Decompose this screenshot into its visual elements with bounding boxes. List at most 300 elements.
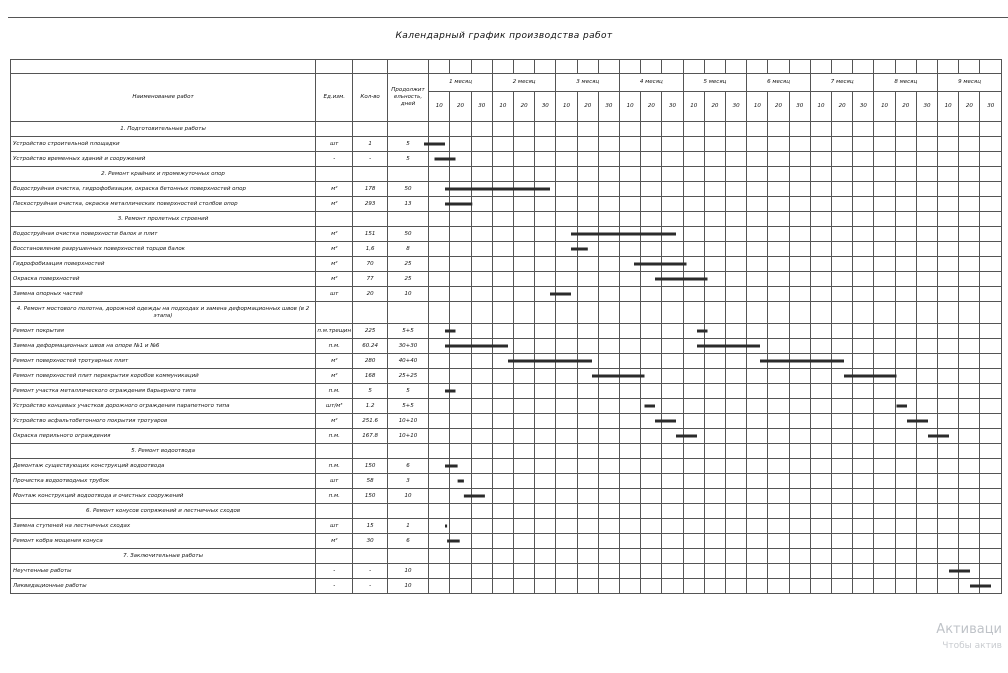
day-cell [683,429,704,444]
day-cell [853,474,874,489]
day-cell [535,444,556,459]
day-cell [620,369,641,384]
day-cell [598,122,619,137]
day-cell [747,444,768,459]
day-cell [662,182,683,197]
day-cell [704,414,725,429]
day-cell [492,272,513,287]
day-cell [492,152,513,167]
header-blank-cell [514,60,535,74]
day-cell [916,137,937,152]
day-cell [704,242,725,257]
day-cell [598,429,619,444]
day-cell [577,324,598,339]
day-cell [514,384,535,399]
section-row [11,504,1002,519]
day-cell [641,242,662,257]
header-month: 6 месяц [747,74,811,92]
work-duration: 5+5 [387,399,428,414]
day-cell [768,459,789,474]
day-cell [853,287,874,302]
day-cell [556,549,577,564]
work-unit: м² [316,354,353,369]
day-cell [662,369,683,384]
day-cell [916,122,937,137]
day-cell [598,444,619,459]
day-cell [662,414,683,429]
header-day: 20 [704,92,725,122]
day-cell [450,579,471,594]
day-cell [641,152,662,167]
work-unit: - [316,152,353,167]
day-cell [492,534,513,549]
day-cell [938,212,959,227]
day-cell [620,287,641,302]
day-cell [916,504,937,519]
day-cell [980,339,1002,354]
work-unit: м² [316,182,353,197]
day-cell [810,182,831,197]
day-cell [598,324,619,339]
day-cell [598,384,619,399]
day-cell [832,122,853,137]
day-cell [832,197,853,212]
day-cell [598,399,619,414]
day-cell [429,227,450,242]
day-cell [662,429,683,444]
header-blank-cell [353,60,387,74]
day-cell [938,122,959,137]
day-cell [514,549,535,564]
day-cell [768,474,789,489]
day-cell [556,167,577,182]
day-cell [916,489,937,504]
work-row [11,287,1002,302]
day-cell [874,459,895,474]
work-unit: - [316,579,353,594]
work-duration: 8 [387,242,428,257]
day-cell [620,444,641,459]
work-unit: м² [316,257,353,272]
work-quantity: 225 [353,324,387,339]
day-cell [726,549,747,564]
day-cell [768,369,789,384]
day-cell [450,489,471,504]
work-unit: п.м.трещин [316,324,353,339]
day-cell [704,369,725,384]
header-blank-cell [556,60,577,74]
day-cell [895,564,916,579]
day-cell [938,227,959,242]
day-cell [789,474,810,489]
work-duration: 5 [387,152,428,167]
day-cell [895,429,916,444]
header-day: 20 [959,92,980,122]
day-cell [768,414,789,429]
day-cell [598,212,619,227]
day-cell [747,212,768,227]
day-cell [683,354,704,369]
day-cell [429,287,450,302]
day-cell [471,369,492,384]
day-cell [598,414,619,429]
day-cell [747,534,768,549]
day-cell [853,444,874,459]
day-cell [853,212,874,227]
day-cell [768,212,789,227]
day-cell [641,384,662,399]
day-cell [980,549,1002,564]
day-cell [683,579,704,594]
day-cell [810,272,831,287]
day-cell [704,182,725,197]
blank-cell [387,444,428,459]
day-cell [471,122,492,137]
day-cell [429,384,450,399]
day-cell [726,197,747,212]
work-row [11,242,1002,257]
day-cell [662,122,683,137]
work-name: Ремонт кобра мощения конуса [11,534,316,549]
day-cell [959,564,980,579]
day-cell [980,354,1002,369]
day-cell [704,197,725,212]
day-cell [895,227,916,242]
section-row [11,122,1002,137]
day-cell [810,534,831,549]
work-row [11,384,1002,399]
day-cell [514,212,535,227]
day-cell [535,399,556,414]
day-cell [577,152,598,167]
header-day: 30 [980,92,1002,122]
header-blank-cell [620,60,641,74]
day-cell [895,489,916,504]
day-cell [980,564,1002,579]
day-cell [535,302,556,324]
day-cell [980,227,1002,242]
blank-cell [353,302,387,324]
day-cell [980,399,1002,414]
work-unit: п.м. [316,384,353,399]
day-cell [514,339,535,354]
day-cell [450,287,471,302]
day-cell [959,369,980,384]
day-cell [874,504,895,519]
blank-cell [353,504,387,519]
work-row [11,519,1002,534]
work-row [11,197,1002,212]
day-cell [938,384,959,399]
work-row [11,459,1002,474]
day-cell [726,474,747,489]
work-duration: 10 [387,489,428,504]
day-cell [874,137,895,152]
day-cell [683,324,704,339]
day-cell [492,354,513,369]
blank-cell [353,167,387,182]
day-cell [980,122,1002,137]
day-cell [620,429,641,444]
day-cell [471,384,492,399]
day-cell [789,197,810,212]
header-month: 5 месяц [683,74,747,92]
day-cell [832,182,853,197]
work-quantity: 1,6 [353,242,387,257]
day-cell [726,369,747,384]
day-cell [683,242,704,257]
day-cell [726,564,747,579]
day-cell [620,137,641,152]
day-cell [959,227,980,242]
day-cell [895,399,916,414]
day-cell [959,459,980,474]
day-cell [662,549,683,564]
work-name: Водоструйная очистка поверхности балок и плит [11,227,316,242]
day-cell [810,579,831,594]
day-cell [980,429,1002,444]
work-name: Ликвидационные работы [11,579,316,594]
day-cell [959,339,980,354]
day-cell [916,339,937,354]
day-cell [874,474,895,489]
day-cell [980,414,1002,429]
day-cell [704,459,725,474]
day-cell [641,564,662,579]
day-cell [704,354,725,369]
day-cell [768,257,789,272]
day-cell [450,137,471,152]
day-cell [832,227,853,242]
day-cell [832,564,853,579]
header-blank-cell [11,60,316,74]
day-cell [556,257,577,272]
day-cell [471,212,492,227]
day-cell [620,212,641,227]
day-cell [683,534,704,549]
day-cell [895,549,916,564]
day-cell [471,182,492,197]
blank-cell [387,167,428,182]
day-cell [429,182,450,197]
day-cell [832,489,853,504]
day-cell [980,197,1002,212]
day-cell [429,414,450,429]
day-cell [980,519,1002,534]
day-cell [959,212,980,227]
day-cell [980,152,1002,167]
day-cell [620,459,641,474]
day-cell [768,489,789,504]
day-cell [471,534,492,549]
schedule-table [10,59,1002,594]
day-cell [641,519,662,534]
day-cell [577,459,598,474]
day-cell [810,549,831,564]
day-cell [429,459,450,474]
day-cell [662,444,683,459]
day-cell [810,339,831,354]
day-cell [620,504,641,519]
day-cell [514,459,535,474]
day-cell [535,197,556,212]
day-cell [810,242,831,257]
day-cell [556,504,577,519]
header-day: 30 [598,92,619,122]
page-title: Календарный график производства работ [395,31,613,41]
day-cell [704,549,725,564]
day-cell [620,339,641,354]
day-cell [959,504,980,519]
day-cell [704,167,725,182]
day-cell [895,167,916,182]
day-cell [959,429,980,444]
header-day: 10 [556,92,577,122]
day-cell [853,399,874,414]
blank-cell [316,302,353,324]
day-cell [768,429,789,444]
day-cell [598,287,619,302]
day-cell [556,182,577,197]
day-cell [598,302,619,324]
header-blank-cell [577,60,598,74]
day-cell [704,272,725,287]
day-cell [853,384,874,399]
day-cell [683,459,704,474]
header-blank-cell [747,60,768,74]
work-duration: 50 [387,227,428,242]
header-blank-cell [959,60,980,74]
day-cell [620,354,641,369]
day-cell [916,354,937,369]
day-cell [471,444,492,459]
day-cell [514,302,535,324]
day-cell [492,167,513,182]
day-cell [959,167,980,182]
day-cell [683,474,704,489]
day-cell [810,227,831,242]
day-cell [726,504,747,519]
header-blank-cell [471,60,492,74]
day-cell [789,257,810,272]
day-cell [577,122,598,137]
day-cell [810,167,831,182]
day-cell [514,519,535,534]
day-cell [471,287,492,302]
day-cell [598,197,619,212]
day-cell [683,519,704,534]
day-cell [620,242,641,257]
header-blank-cell [683,60,704,74]
day-cell [789,242,810,257]
header-quantity: Кол-во [353,74,387,122]
header-blank-cell [980,60,1002,74]
day-cell [577,354,598,369]
day-cell [492,212,513,227]
day-cell [768,504,789,519]
work-unit: шт [316,474,353,489]
day-cell [895,339,916,354]
day-cell [959,197,980,212]
day-cell [535,137,556,152]
day-cell [768,227,789,242]
day-cell [683,302,704,324]
day-cell [641,339,662,354]
day-cell [768,167,789,182]
day-cell [980,579,1002,594]
day-cell [471,519,492,534]
day-cell [726,459,747,474]
day-cell [704,579,725,594]
day-cell [704,384,725,399]
day-cell [556,272,577,287]
day-cell [938,414,959,429]
day-cell [641,302,662,324]
day-cell [789,122,810,137]
work-unit: шт [316,287,353,302]
header-blank-cell [810,60,831,74]
day-cell [556,474,577,489]
day-cell [895,459,916,474]
work-unit: м² [316,414,353,429]
blank-cell [353,549,387,564]
day-cell [535,549,556,564]
day-cell [747,384,768,399]
header-day: 30 [853,92,874,122]
day-cell [747,429,768,444]
day-cell [768,444,789,459]
day-cell [598,354,619,369]
day-cell [832,137,853,152]
header-day: 30 [916,92,937,122]
work-unit: м² [316,242,353,257]
day-cell [450,242,471,257]
day-cell [641,579,662,594]
day-cell [683,167,704,182]
day-cell [598,519,619,534]
day-cell [980,444,1002,459]
day-cell [429,197,450,212]
work-quantity: 151 [353,227,387,242]
day-cell [471,137,492,152]
day-cell [789,182,810,197]
day-cell [874,152,895,167]
day-cell [641,549,662,564]
day-cell [514,324,535,339]
day-cell [938,257,959,272]
day-cell [832,302,853,324]
day-cell [810,474,831,489]
day-cell [662,167,683,182]
work-duration: 5 [387,137,428,152]
day-cell [514,137,535,152]
day-cell [598,564,619,579]
day-cell [577,384,598,399]
work-row [11,227,1002,242]
day-cell [832,579,853,594]
day-cell [471,324,492,339]
day-cell [768,152,789,167]
work-duration: 10 [387,287,428,302]
day-cell [789,459,810,474]
day-cell [683,414,704,429]
header-blank-cell [450,60,471,74]
header-month: 3 месяц [556,74,620,92]
day-cell [747,519,768,534]
day-cell [492,324,513,339]
day-cell [916,579,937,594]
day-cell [895,369,916,384]
